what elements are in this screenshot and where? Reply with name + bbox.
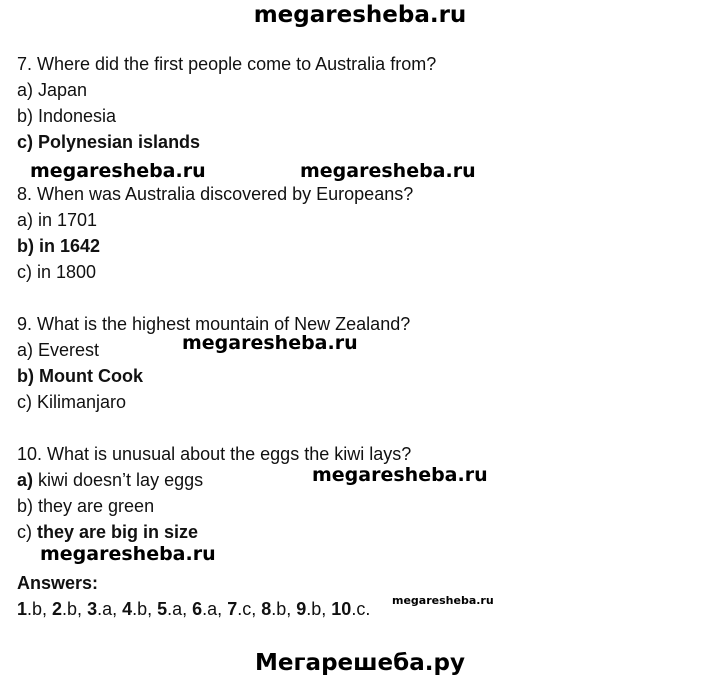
watermark: megaresheba.ru — [30, 160, 206, 182]
question-9-option-b: b) Mount Cook — [17, 366, 143, 386]
question-9-option-c: c) Kilimanjaro — [17, 392, 127, 412]
watermark: megaresheba.ru — [182, 332, 358, 354]
answer-letter: .c, — [237, 599, 262, 619]
question-8: 8. When was Australia discovered by Europeans? — [17, 184, 414, 204]
option-prefix: a) — [17, 470, 34, 490]
answer-letter: .b, — [271, 599, 297, 619]
answer-number: 7 — [227, 599, 238, 619]
answer-number: 5 — [157, 599, 168, 619]
answer-number: 9 — [296, 599, 307, 619]
answer-number: 2 — [52, 599, 63, 619]
option-text: they are big in size — [37, 522, 199, 542]
answers-list — [17, 599, 370, 620]
question-8-option-a: a) in 1701 — [17, 210, 98, 230]
watermark: megaresheba.ru — [40, 543, 216, 565]
question-7-option-b: b) Indonesia — [17, 106, 117, 126]
question-9: 9. What is the highest mountain of New Zealand? — [17, 314, 411, 334]
answer-number: 10 — [331, 599, 352, 619]
question-10-option-b: b) they are green — [17, 496, 155, 516]
answer-letter: .a, — [202, 599, 228, 619]
question-7: 7. Where did the first people come to Australia from? — [17, 54, 437, 74]
answer-letter: .b, — [132, 599, 158, 619]
question-10-option-c — [17, 521, 198, 543]
question-9-option-a: a) Everest — [17, 340, 100, 360]
watermark: megaresheba.ru — [300, 160, 476, 182]
site-watermark-footer: Мегарешеба.ру — [255, 650, 465, 676]
question-7-option-a: a) Japan — [17, 80, 88, 100]
answer-number: 4 — [122, 599, 133, 619]
answer-letter: .b, — [27, 599, 53, 619]
answer-number: 8 — [261, 599, 272, 619]
option-text: kiwi doesn’t lay eggs — [33, 470, 204, 490]
answers-heading: Answers: — [17, 573, 99, 593]
answer-letter: .b, — [306, 599, 332, 619]
watermark: megaresheba.ru — [312, 464, 488, 486]
question-10-option-a — [17, 469, 203, 491]
question-8-option-c: c) in 1800 — [17, 262, 97, 282]
answer-letter: .b, — [62, 599, 88, 619]
answer-number: 6 — [192, 599, 203, 619]
question-7-option-c: c) Polynesian islands — [17, 132, 201, 152]
option-prefix: c) — [17, 522, 37, 542]
answer-letter: .c. — [351, 599, 371, 619]
question-10: 10. What is unusual about the eggs the kiwi lays? — [17, 444, 412, 464]
site-watermark-header: megaresheba.ru — [253, 2, 467, 28]
answer-number: 3 — [87, 599, 98, 619]
answer-number: 1 — [17, 599, 28, 619]
question-8-option-b: b) in 1642 — [17, 236, 101, 256]
watermark: megaresheba.ru — [392, 594, 494, 607]
answer-letter: .a, — [167, 599, 193, 619]
answer-letter: .a, — [97, 599, 123, 619]
